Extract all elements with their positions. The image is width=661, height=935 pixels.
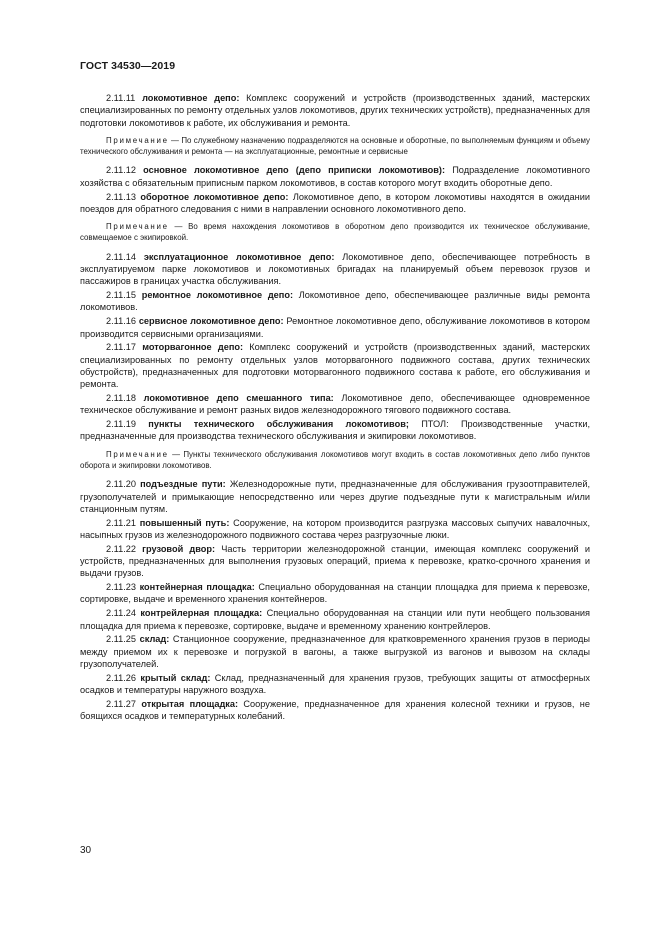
term-text: Сооружение, предназначенное для хранения колесной техники и грузов, не боящихся осадков и температурных колебаний.: [80, 698, 590, 722]
document-header: ГОСТ 34530—2019: [80, 60, 176, 72]
term-text: Ремонтное локомотивное депо, обслуживание локомотивов в котором производится сервисными организациями.: [80, 316, 590, 339]
note: [80, 135, 590, 158]
term-number: 2.11.13: [106, 191, 136, 202]
term-number: 2.11.21: [106, 517, 136, 528]
term-title: локомотивное депо смешанного типа:: [143, 393, 334, 404]
note-text: — Пункты технического обслуживания локомотивов могут входить в состав локомотивных депо либо пунктов оборота и экипировки локомотивов.: [80, 449, 590, 471]
term-number: 2.11.19: [106, 419, 136, 430]
term-number: 2.11.11: [106, 93, 136, 103]
term-number: 2.11.12: [106, 165, 136, 176]
term-definition: [80, 341, 590, 390]
term-text: Железнодорожные пути, предназначенные для обслуживания грузоотправителей, грузополучателей и примыкающие непосредственно или через другие подъездные пути к магистральным и/или станционным путям.: [80, 479, 590, 514]
term-number: 2.11.20: [106, 479, 136, 490]
term-title: крытый склад:: [140, 672, 211, 683]
term-number: 2.11.22: [106, 543, 136, 554]
term-text: Часть территории железнодорожной станции, имеющая комплекс сооружений и устройств, предназначенных для выполнения грузовых операций, приема к перевозке, кратко-срочного хранения и выдачи грузов.: [80, 543, 591, 579]
term-title: подъездные пути:: [140, 479, 226, 490]
note: [80, 221, 590, 244]
term-definition: [80, 543, 590, 580]
term-title: склад:: [139, 634, 170, 645]
note-label: Примечание: [106, 449, 169, 459]
term-title: эксплуатационное локомотивное депо:: [143, 251, 335, 262]
term-text: Склад, предназначенный для хранения грузов, требующих защиты от атмосферных осадков и температуры наружного воздуха.: [80, 672, 591, 696]
term-definition: [80, 289, 590, 314]
term-title: грузовой двор:: [142, 543, 216, 554]
term-number: 2.11.25: [106, 634, 136, 645]
term-definition: [80, 418, 590, 443]
term-definition: [80, 191, 590, 216]
page-number: 30: [80, 845, 92, 856]
term-text: Локомотивное депо, обеспечивающее различные виды ремонта локомотивов.: [80, 290, 590, 313]
term-text: Комплекс сооружений и устройств (производственных зданий, мастерских специализированных по ремонту отдельных узлов моторвагонного подвижного состава, других технических обустройств), предназначенных для подготовки моторвагонного подвижного состава к работе, его обслуживания и ремонта.: [80, 342, 590, 390]
term-text: Комплекс сооружений и устройств (производственных зданий, мастерских специализированных по ремонту отдельных узлов локомотивов, других технических устройств), предназначенных для подготовки локомотивов к работе, их обслуживания и ремонта.: [80, 93, 591, 128]
term-title: открытая площадка:: [141, 698, 239, 709]
note-text: — Во время нахождения локомотивов в оборотном депо производится их техническое обслуживание, совмещаемое с экипировкой.: [80, 222, 590, 243]
term-number: 2.11.18: [106, 393, 136, 404]
term-definition: [80, 581, 590, 606]
term-number: 2.11.26: [106, 672, 136, 683]
term-number: 2.11.17: [106, 342, 136, 353]
term-title: основное локомотивное депо (депо приписки локомотивов):: [143, 165, 446, 176]
term-title: моторвагонное депо:: [142, 342, 244, 353]
term-text: ПТОЛ: Производственные участки, предназначенные для производства технического обслуживания и экипировки локомотивов.: [80, 419, 590, 442]
term-number: 2.11.15: [106, 290, 136, 301]
note-label: Примечание: [106, 222, 169, 232]
document-body: [80, 92, 590, 724]
term-title: оборотное локомотивное депо:: [140, 191, 289, 202]
term-definition: [80, 92, 590, 129]
term-title: контрейлерная площадка:: [140, 608, 263, 619]
term-definition: [80, 164, 590, 189]
term-text: Станционное сооружение, предназначенное для кратковременного хранения грузов в периоды между приемом их к перевозке и погрузкой в вагоны, а также выгрузкой из вагонов и вывозом на склады грузополучателей.: [80, 634, 590, 669]
term-number: 2.11.16: [106, 316, 136, 327]
term-definition: [80, 672, 590, 697]
term-definition: [80, 517, 590, 542]
term-title: пункты технического обслуживания локомотивов;: [148, 419, 409, 430]
term-number: 2.11.23: [106, 582, 136, 593]
term-text: Сооружение, на котором производится разгрузка массовых сыпучих навалочных, насыпных грузов из железнодорожного подвижного состава через разгрузочные люки.: [80, 517, 591, 540]
term-definition: [80, 315, 590, 340]
term-definition: [80, 607, 590, 632]
term-title: локомотивное депо:: [142, 93, 240, 103]
term-text: Локомотивное депо, обеспечивающее потребность в эксплуатируемом парке локомотивов и локомотивных бригадах на планируемый объем перевозок грузов и пассажиров в границах участка обслуживания.: [80, 251, 590, 287]
term-text: Локомотивное депо, обеспечивающее одновременное техническое обслуживание и ремонт разных видов железнодорожного тягового подвижного состава.: [80, 393, 590, 416]
term-number: 2.11.14: [106, 251, 136, 262]
term-definition: [80, 251, 590, 288]
term-title: повышенный путь:: [139, 517, 230, 528]
term-definition: [80, 633, 590, 670]
term-text: Специально оборудованная на станции площадка для приема к перевозке, сортировке, выдаче и временного хранения контейнеров.: [80, 582, 590, 605]
note-label: Примечание: [106, 135, 169, 145]
term-title: сервисное локомотивное депо:: [138, 316, 284, 327]
term-definition: [80, 392, 590, 417]
term-text: Локомотивное депо, в котором локомотивы находятся в ожидании поездов для обратного следования с ними в направлении основного локомотивного депо.: [80, 191, 590, 214]
note: [80, 449, 590, 472]
term-title: контейнерная площадка:: [139, 582, 255, 593]
term-text: Подразделение локомотивного хозяйства с обязательным приписным парком локомотивов, в состав которого могут входить оборотные депо.: [80, 165, 590, 188]
term-number: 2.11.27: [106, 698, 136, 709]
term-definition: [80, 698, 590, 723]
term-text: Специально оборудованная на станции или пути необщего пользования площадка для приема к перевозке, сортировке, выдаче и временному хранению контрейлеров.: [80, 608, 591, 631]
term-title: ремонтное локомотивное депо:: [141, 290, 294, 301]
note-text: — По служебному назначению подразделяются на основные и оборотные, по выполняемым функциям и объему технического обслуживания и ремонта — на эксплуатационные, ремонтные и сервисные: [80, 135, 590, 157]
term-number: 2.11.24: [106, 608, 136, 619]
term-definition: [80, 478, 590, 515]
